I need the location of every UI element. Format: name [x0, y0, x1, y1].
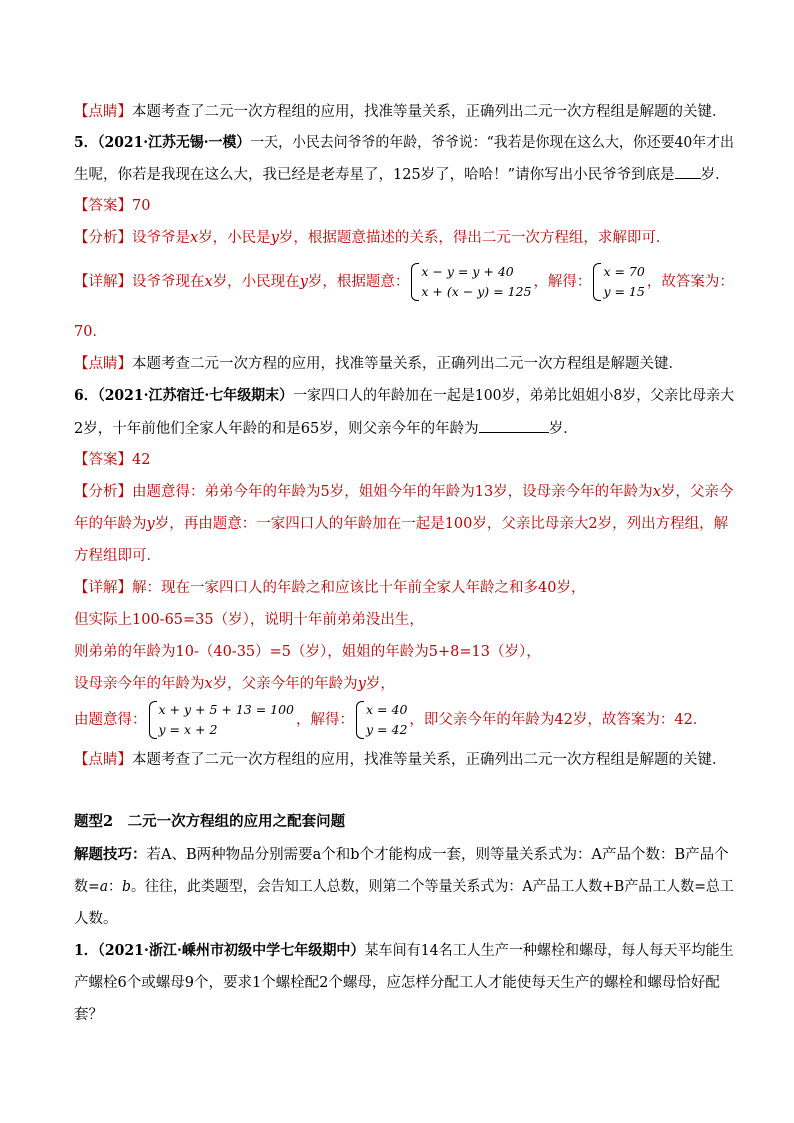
q6-dianjing: 【点睛】本题考查了二元一次方程组的应用，找准等量关系，正确列出二元一次方程组是解题的关键． — [74, 752, 727, 768]
q5-number: 5． — [74, 134, 98, 151]
q6-answer: 【答案】42 — [74, 452, 151, 468]
answer-blank — [479, 418, 549, 433]
q5-source: （2021·江苏无锡·一模） — [97, 134, 251, 151]
analysis-tag: 【分析】 — [74, 230, 132, 246]
q6-detail-l3: 则弟弟的年龄为10-（40-35）=5（岁），姐姐的年龄为5+8=13（岁）， — [74, 644, 541, 660]
q6-detail-l5: 由题意得： x + y + 5 + 13 = 100 y = x + 2 ，解得： x = 40 y = 42 ，即父亲今年的年龄为42岁，故答案为：42． — [74, 700, 707, 740]
tip-line2: 数=a：b。往往，此类题型，会告知工人总数，则第二个等量关系式为：A产品工人数+B产品工人数=总工 — [74, 879, 734, 895]
tip-line3: 人数。 — [74, 911, 118, 927]
q6-line2: 2岁，十年前他们全家人年龄的和是65岁，则父亲今年的年龄为 岁． — [74, 418, 578, 439]
q1-number: 1． — [74, 942, 98, 959]
q1-line2: 产螺栓6个或螺母9个，要求1个螺栓配2个螺母，应怎样分配工人才能使每天生产的螺栓和螺母恰好配 — [74, 975, 720, 991]
solution-system: x = 40 y = 42 — [356, 700, 407, 740]
q5-analysis: 【分析】设爷爷是x岁，小民是y岁，根据题意描述的关系，得出二元一次方程组，求解即可． — [74, 230, 671, 246]
q6-detail-l4: 设母亲今年的年龄为x岁，父亲今年的年龄为y岁， — [74, 676, 395, 692]
q6-detail-l2: 但实际上100-65=35（岁），说明十年前弟弟没出生， — [74, 612, 424, 628]
q1-line3: 套？ — [74, 1007, 103, 1023]
q6-analysis-l3: 方程组即可． — [74, 548, 161, 564]
q5-detail-end: 70． — [74, 324, 107, 340]
answer-tag: 【答案】 — [74, 198, 132, 214]
answer-blank — [675, 164, 701, 179]
q5-detail: 【详解】设爷爷现在x岁，小民现在y岁，根据题意： x − y = y + 40 x + (x − y) = 125 ，解得： x = 70 y = 15 ，故答案为： — [74, 262, 734, 302]
detail-tag: 【详解】 — [74, 274, 132, 290]
q5-dianjing: 【点睛】本题考查二元一次方程的应用，找准等量关系，正确列出二元一次方程组是解题关键． — [74, 356, 683, 372]
q5-line1: 5．（2021·江苏无锡·一模）一天，小民去问爷爷的年龄，爷爷说：“我若是你现在这么大，你还要40年才出 — [74, 134, 734, 151]
q6-detail-l1: 【详解】解：现在一家四口人的年龄之和应该比十年前全家人年龄之和多40岁， — [74, 580, 586, 596]
q6-source: （2021·江苏宿迁·七年级期末） — [97, 387, 294, 404]
dianjing-line-prev: 【点睛】本题考查了二元一次方程组的应用，找准等量关系，正确列出二元一次方程组是解题的关键． — [74, 104, 727, 120]
q6-analysis-l1: 【分析】由题意得：弟弟今年的年龄为5岁，姐姐今年的年龄为13岁，设母亲今年的年龄为x岁，父亲今 — [74, 484, 734, 500]
q1-line1: 1．（2021·浙江·嵊州市初级中学七年级期中）某车间有14名工人生产一种螺栓和螺母，每人每天平均能生 — [74, 942, 734, 959]
tip-label: 解题技巧： — [74, 846, 147, 863]
q6-analysis-l2: 年的年龄为y岁，再由题意：一家四口人的年龄加在一起是100岁，父亲比母亲大2岁，列出方程组，解 — [74, 516, 729, 532]
q5-answer: 【答案】70 — [74, 198, 151, 214]
q1-source: （2021·浙江·嵊州市初级中学七年级期中） — [97, 942, 365, 959]
equation-system: x + y + 5 + 13 = 100 y = x + 2 — [149, 700, 295, 740]
q6-line1: 6．（2021·江苏宿迁·七年级期末）一家四口人的年龄加在一起是100岁，弟弟比姐姐小8岁，父亲比母亲大 — [74, 387, 735, 404]
dianjing-tag: 【点睛】 — [74, 104, 132, 120]
q6-number: 6． — [74, 387, 98, 404]
equation-system: x − y = y + 40 x + (x − y) = 125 — [411, 262, 531, 302]
tip-line1: 解题技巧：若A、B两种物品分别需要a个和b个才能构成一套，则等量关系式为：A产品个数：B产品个 — [74, 846, 729, 863]
section-title: 题型2 二元一次方程组的应用之配套问题 — [74, 813, 346, 830]
q5-line2: 生呢，你若是我现在这么大，我已经是老寿星了，125岁了，哈哈！”请你写出小民爷爷到底是 岁． — [74, 164, 730, 185]
solution-system: x = 70 y = 15 — [593, 262, 644, 302]
